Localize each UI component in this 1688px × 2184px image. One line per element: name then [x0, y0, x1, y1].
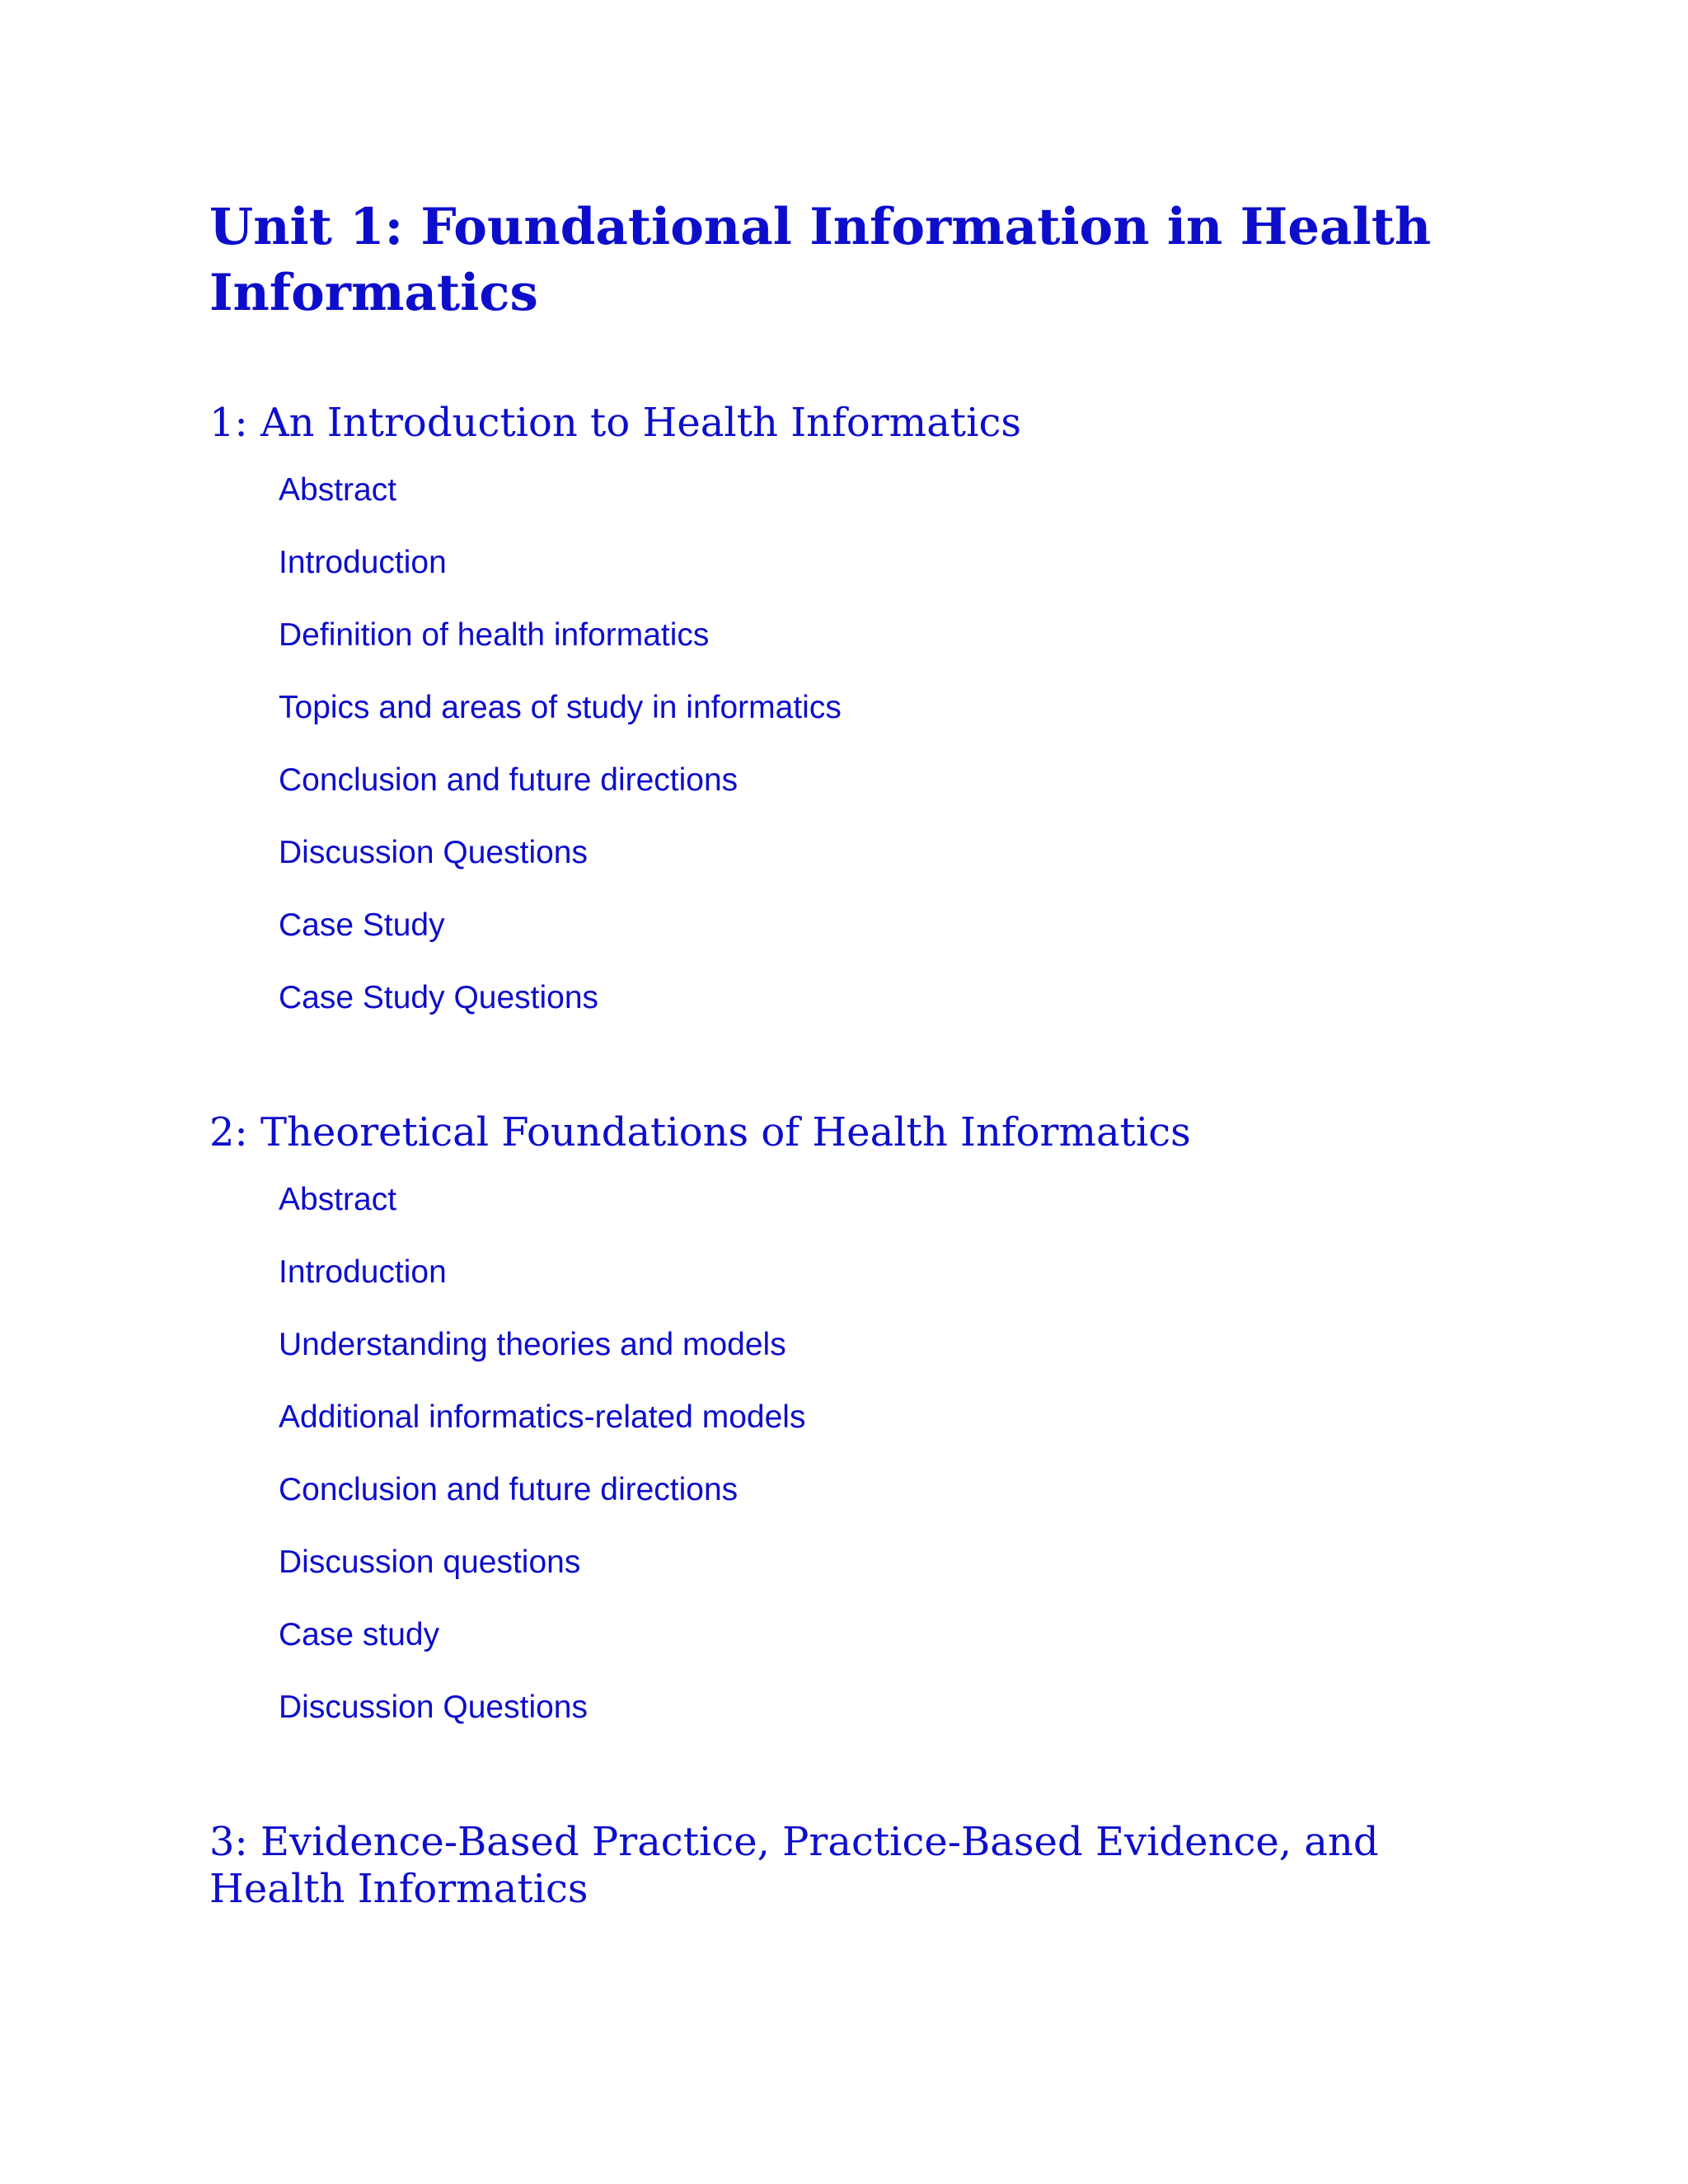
list-item: [209, 617, 1495, 690]
chapter-1-link[interactable]: 1: An Introduction to Health Informatics: [209, 400, 1021, 446]
section-link[interactable]: Definition of health informatics: [279, 617, 710, 653]
section-link[interactable]: Additional informatics-related models: [279, 1399, 806, 1435]
chapter-3: [209, 1819, 1495, 1913]
section-link[interactable]: Case study: [279, 1617, 440, 1652]
chapter-1: [209, 400, 1495, 1052]
unit-title: Unit 1: Foundational Information in Health Informatics: [209, 198, 1432, 322]
chapter-title: [209, 1819, 1495, 1913]
list-item: [209, 472, 1495, 545]
chapter-2-sections: [209, 1182, 1495, 1762]
section-link[interactable]: Abstract: [279, 1182, 397, 1217]
section-link[interactable]: Case Study Questions: [279, 980, 599, 1015]
section-link[interactable]: Abstract: [279, 472, 397, 508]
list-item: [209, 1472, 1495, 1544]
chapter-2: [209, 1109, 1495, 1762]
list-item: [209, 545, 1495, 617]
chapter-2-link[interactable]: 2: Theoretical Foundations of Health Informatics: [209, 1109, 1191, 1155]
section-link[interactable]: Discussion Questions: [279, 835, 588, 870]
list-item: [209, 1399, 1495, 1472]
section-link[interactable]: Topics and areas of study in informatics: [279, 690, 842, 725]
list-item: [209, 907, 1495, 980]
section-link[interactable]: Conclusion and future directions: [279, 762, 738, 798]
chapter-3-link[interactable]: 3: Evidence-Based Practice, Practice-Based Evidence, and Health Informatics: [209, 1819, 1379, 1912]
list-item: [209, 1182, 1495, 1254]
section-link[interactable]: Conclusion and future directions: [279, 1472, 738, 1507]
list-item: [209, 690, 1495, 762]
list-item: [209, 835, 1495, 907]
chapter-title: [209, 1109, 1495, 1156]
section-link[interactable]: Case Study: [279, 907, 445, 943]
chapter-title: [209, 400, 1495, 447]
list-item: [209, 1544, 1495, 1617]
chapter-1-sections: [209, 472, 1495, 1052]
section-link[interactable]: Understanding theories and models: [279, 1327, 786, 1362]
list-item: [209, 1327, 1495, 1399]
section-link[interactable]: Introduction: [279, 545, 447, 580]
list-item: [209, 762, 1495, 835]
list-item: [209, 1254, 1495, 1327]
list-item: [209, 1690, 1495, 1762]
section-link[interactable]: Discussion questions: [279, 1544, 581, 1580]
section-link[interactable]: Introduction: [279, 1254, 447, 1290]
section-link[interactable]: Discussion Questions: [279, 1690, 588, 1725]
list-item: [209, 980, 1495, 1052]
list-item: [209, 1617, 1495, 1690]
